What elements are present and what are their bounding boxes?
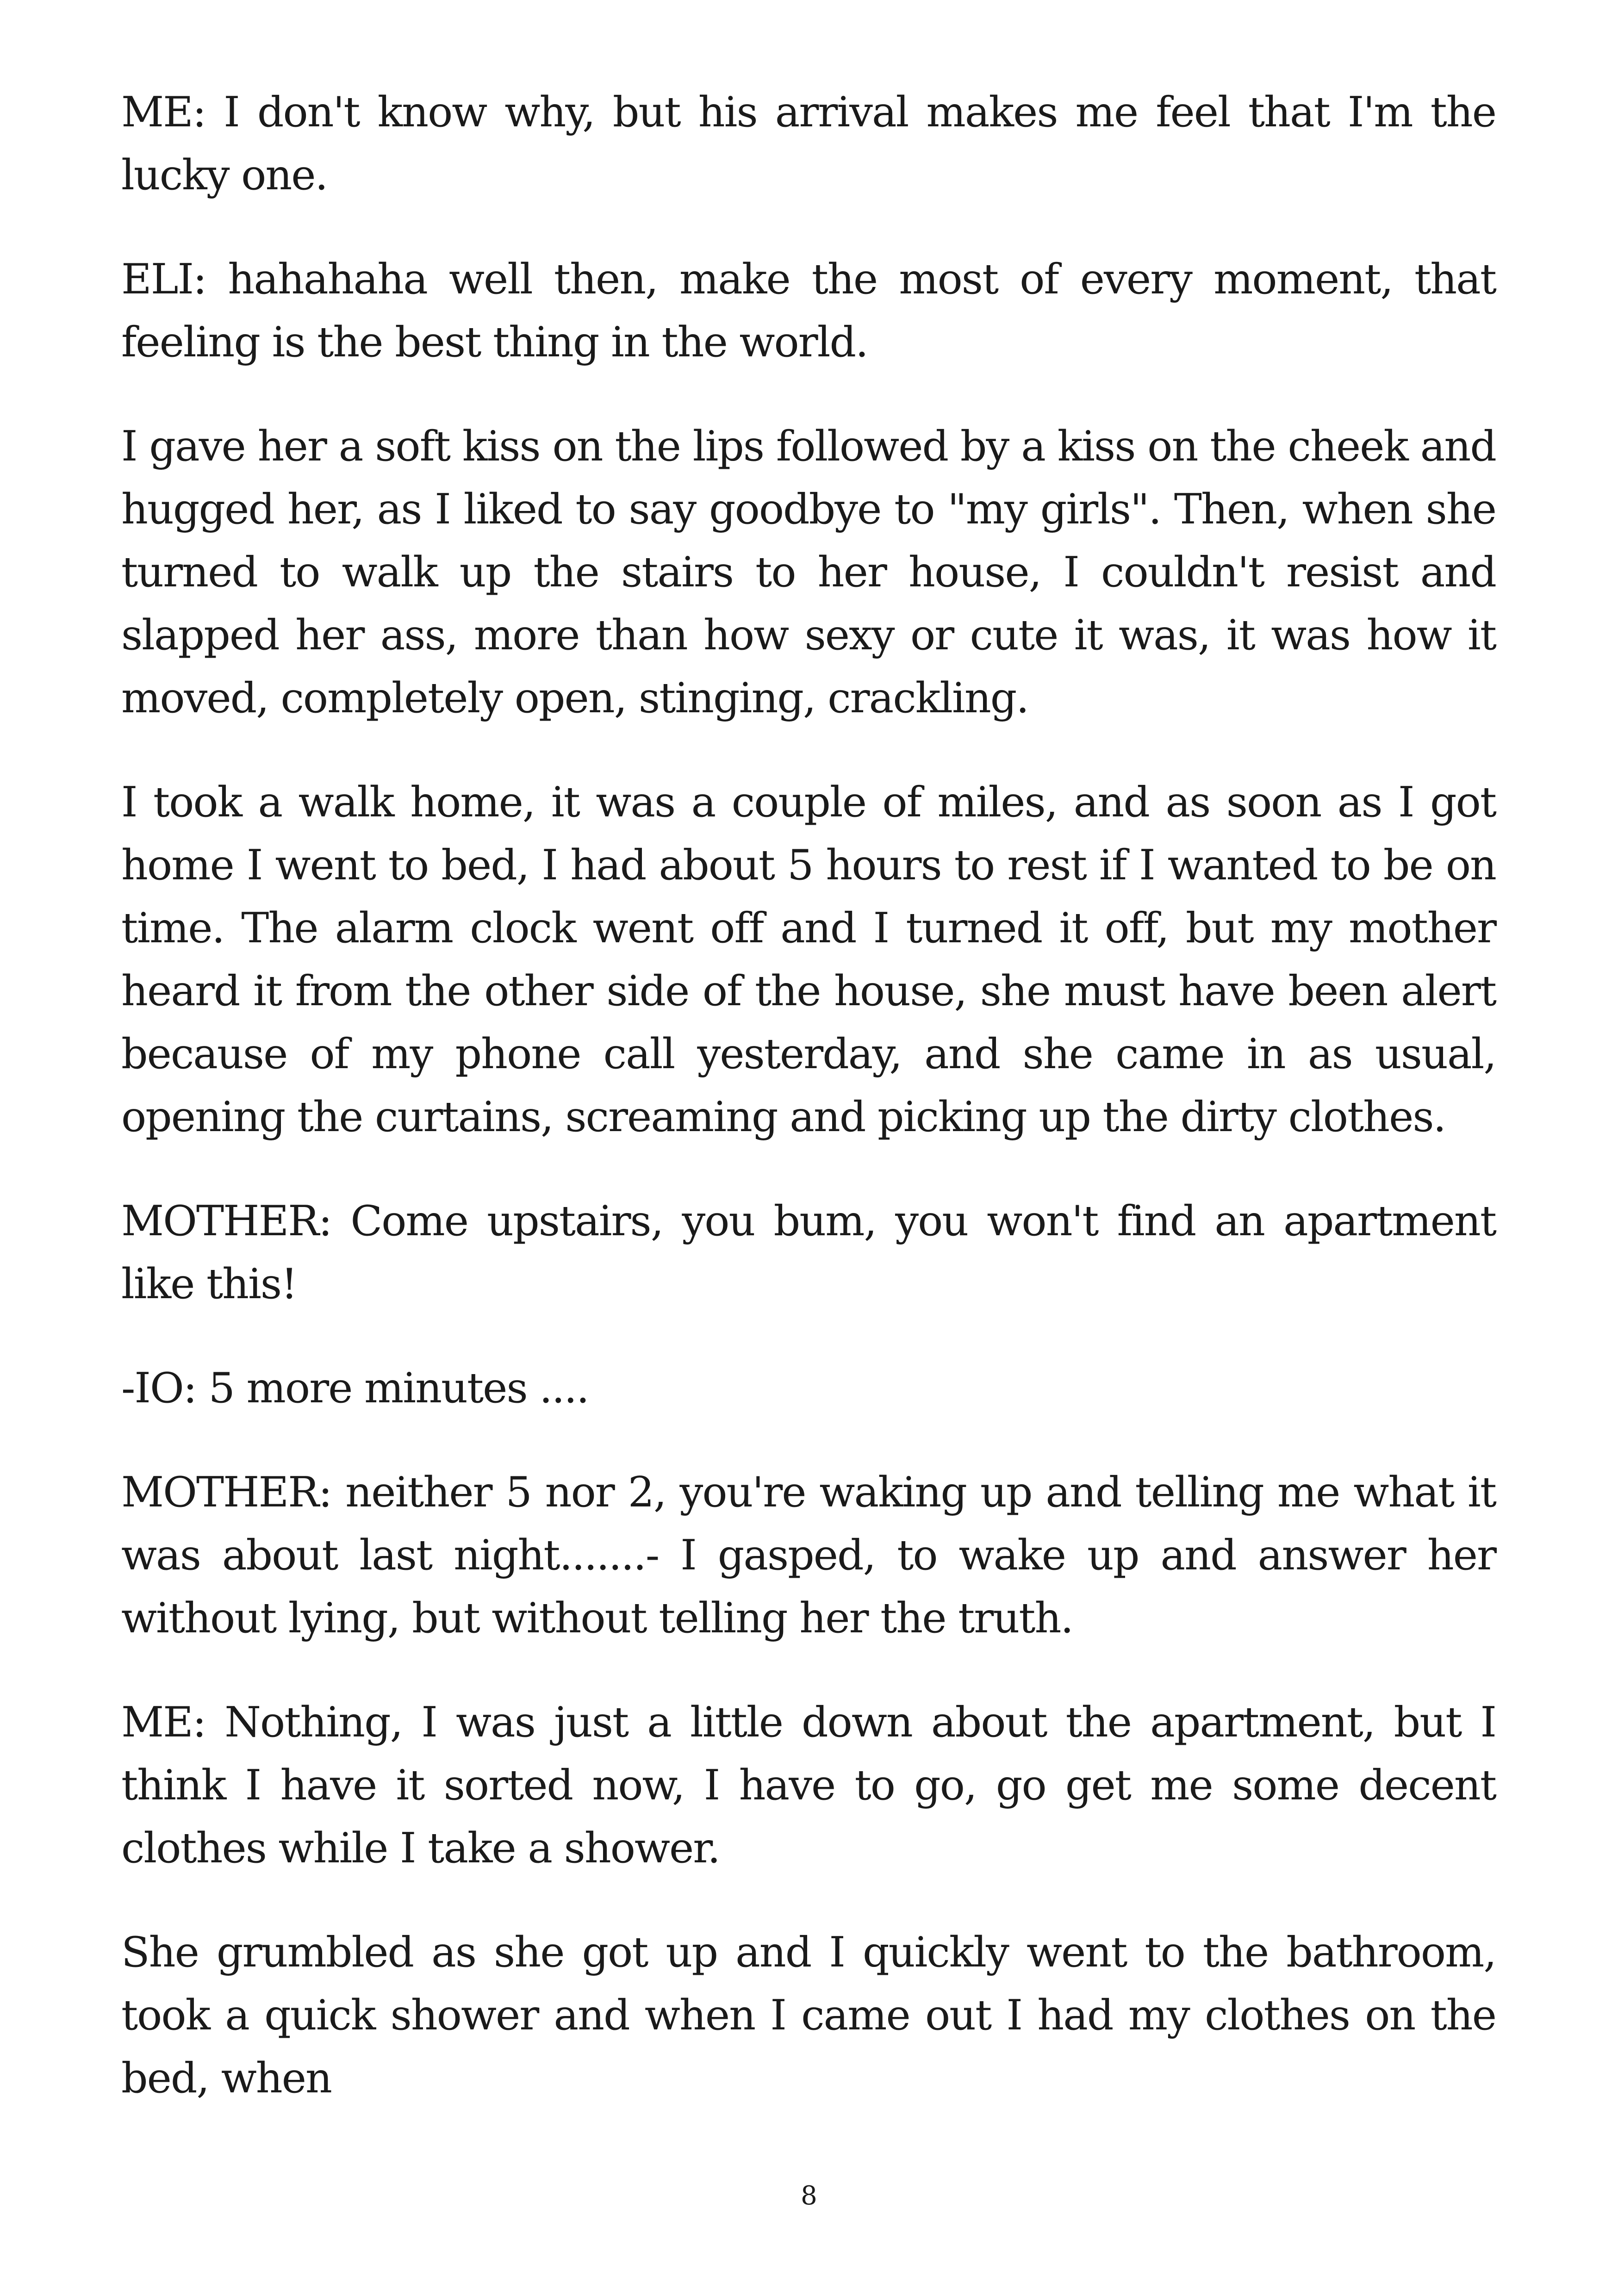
paragraph: ME: I don't know why, but his arrival makes me feel that I'm the lucky one.	[121, 88, 1496, 199]
page-number: 8	[801, 2181, 817, 2211]
paragraph: She grumbled as she got up and I quickly went to the bathroom, took a quick shower and when I came out I had my clothes on the bed, when	[121, 1928, 1496, 2103]
paragraph: ELI: hahahaha well then, make the most of every moment, that feeling is the best thing in the world.	[121, 255, 1496, 367]
paragraph: MOTHER: Come upstairs, you bum, you won't find an apartment like this!	[121, 1197, 1496, 1308]
paragraph: I took a walk home, it was a couple of miles, and as soon as I got home I went to bed, I had about 5 hours to rest if I wanted to be on time. The alarm clock went off and I turned it off, but my mother heard it from the other side of the house, she must have been alert because of my phone call yesterday, and she came in as usual, opening the curtains, screaming and picking up the dirty clothes.	[121, 778, 1496, 1141]
paragraph: -IO: 5 more minutes ....	[121, 1364, 589, 1412]
paragraph: I gave her a soft kiss on the lips followed by a kiss on the cheek and hugged her, as I liked to say goodbye to "my girls". Then, when she turned to walk up the stairs to her house, I couldn't resist and slapped her ass, more than how sexy or cute it was, it was how it moved, completely open, stinging, crackling.	[121, 422, 1496, 722]
paragraph: ME: Nothing, I was just a little down about the apartment, but I think I have it sorted now, I have to go, go get me some decent clothes while I take a shower.	[121, 1698, 1496, 1873]
page-body	[121, 81, 1496, 2151]
paragraph: MOTHER: neither 5 nor 2, you're waking up and telling me what it was about last night.......- I gasped, to wake up and answer her without lying, but without telling her the truth.	[121, 1468, 1496, 1643]
